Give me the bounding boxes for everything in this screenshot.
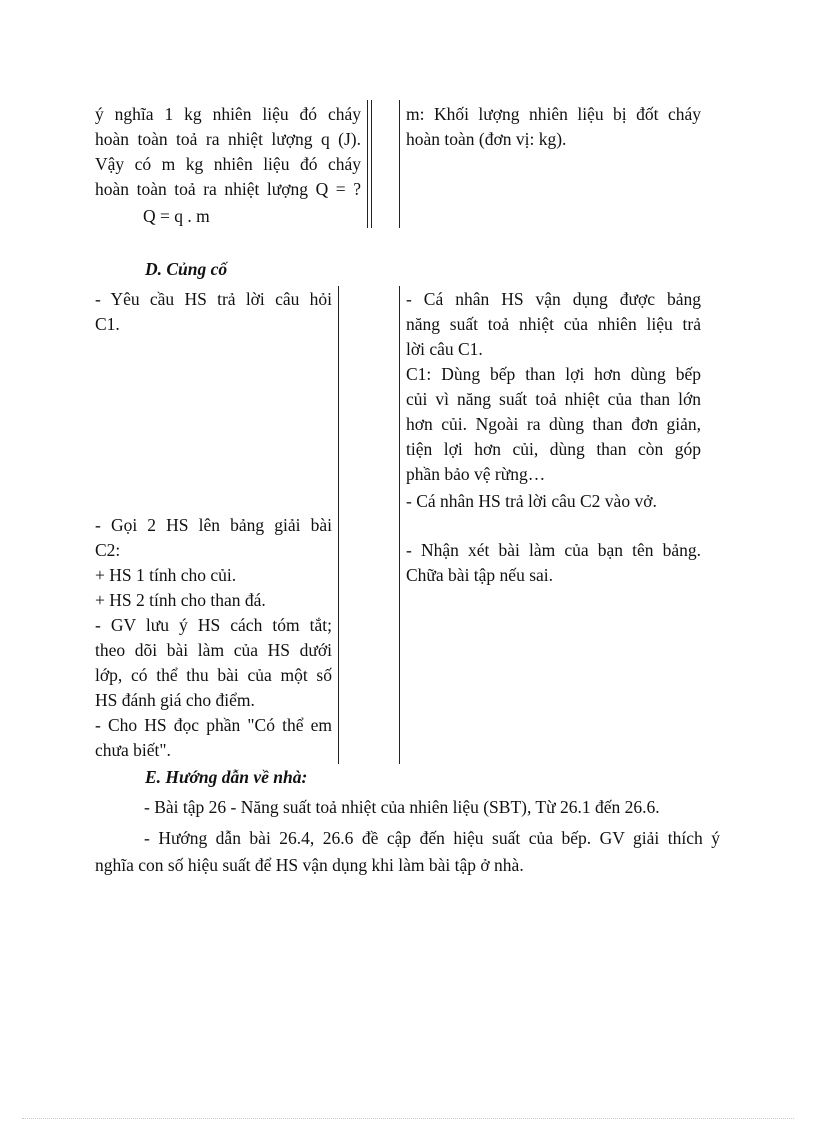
table1-left-line-3: Vậy có m kg nhiên liệu đó cháy [95,154,361,174]
table1-right-line-1: m: Khối lượng nhiên liệu bị đốt cháy [406,104,701,124]
d-right-top-line-5: củi vì năng suất toả nhiệt của than lớn [406,389,701,409]
d-right-top-line-2: năng suất toả nhiệt của nhiên liệu trả [406,314,701,334]
table1-divider-left [367,100,368,228]
d-left-bottom-line-1: - Gọi 2 HS lên bảng giải bài [95,515,332,535]
table1-divider-right [399,100,400,228]
e-line-3: nghĩa con số hiệu suất để HS vận dụng khi làm bài tập ở nhà. [95,855,524,875]
d-left-bottom-line-9: - Cho HS đọc phần "Có thể em [95,715,332,735]
d-left-bottom-line-7: lớp, có thể thu bài của một số [95,665,332,685]
d-left-bottom-line-8: HS đánh giá cho điểm. [95,690,255,710]
e-line-1: - Bài tập 26 - Năng suất toả nhiệt của nhiên liệu (SBT), Từ 26.1 đến 26.6. [144,797,660,817]
table1-divider-left-inner [371,100,372,228]
d-left-bottom-line-10: chưa biết". [95,740,171,760]
d-left-bottom-line-3: + HS 1 tính cho củi. [95,565,237,585]
d-left-bottom-line-2: C2: [95,540,121,560]
section-e-heading: E. Hướng dẫn về nhà: [145,767,308,787]
d-right-bottom-line-1: - Nhận xét bài làm của bạn tên bảng. [406,540,701,560]
d-right-top-line-6: hơn củi. Ngoài ra dùng than đơn giản, [406,414,701,434]
table1-left-line-2: hoàn toàn toả ra nhiệt lượng q (J). [95,129,361,149]
section-d-heading: D. Củng cố [145,259,228,279]
d-right-top-line-7: tiện lợi hơn củi, dùng than còn góp [406,439,701,459]
d-left-bottom-line-6: theo dõi bài làm của HS dưới [95,640,332,660]
d-right-top-line-9: - Cá nhân HS trả lời câu C2 vào vở. [406,491,657,511]
table1-left-line-4: hoàn toàn toả ra nhiệt lượng Q = ? [95,179,361,199]
table1-right-line-2: hoàn toàn (đơn vị: kg). [406,129,567,149]
d-right-bottom-line-2: Chữa bài tập nếu sai. [406,565,554,585]
d-right-top-line-3: lời câu C1. [406,339,483,359]
d-left-bottom-line-5: - GV lưu ý HS cách tóm tắt; [95,615,332,635]
e-line-2: - Hướng dẫn bài 26.4, 26.6 đề cập đến hiệu suất của bếp. GV giải thích ý [144,828,720,848]
footer-dotted-rule [22,1118,794,1119]
d-left-top-line-2: C1. [95,314,120,334]
table1-left-line-1: ý nghĩa 1 kg nhiên liệu đó cháy [95,104,361,124]
table1-formula: Q = q . m [143,206,210,226]
d-right-top-line-8: phần bảo vệ rừng… [406,464,546,484]
d-left-top-line-1: - Yêu cầu HS trả lời câu hỏi [95,289,332,309]
d-right-top-line-4: C1: Dùng bếp than lợi hơn dùng bếp [406,364,701,384]
d-right-top-line-1: - Cá nhân HS vận dụng được bảng [406,289,701,309]
d-divider-left [338,286,339,764]
d-divider-right [399,286,400,764]
d-left-bottom-line-4: + HS 2 tính cho than đá. [95,590,266,610]
